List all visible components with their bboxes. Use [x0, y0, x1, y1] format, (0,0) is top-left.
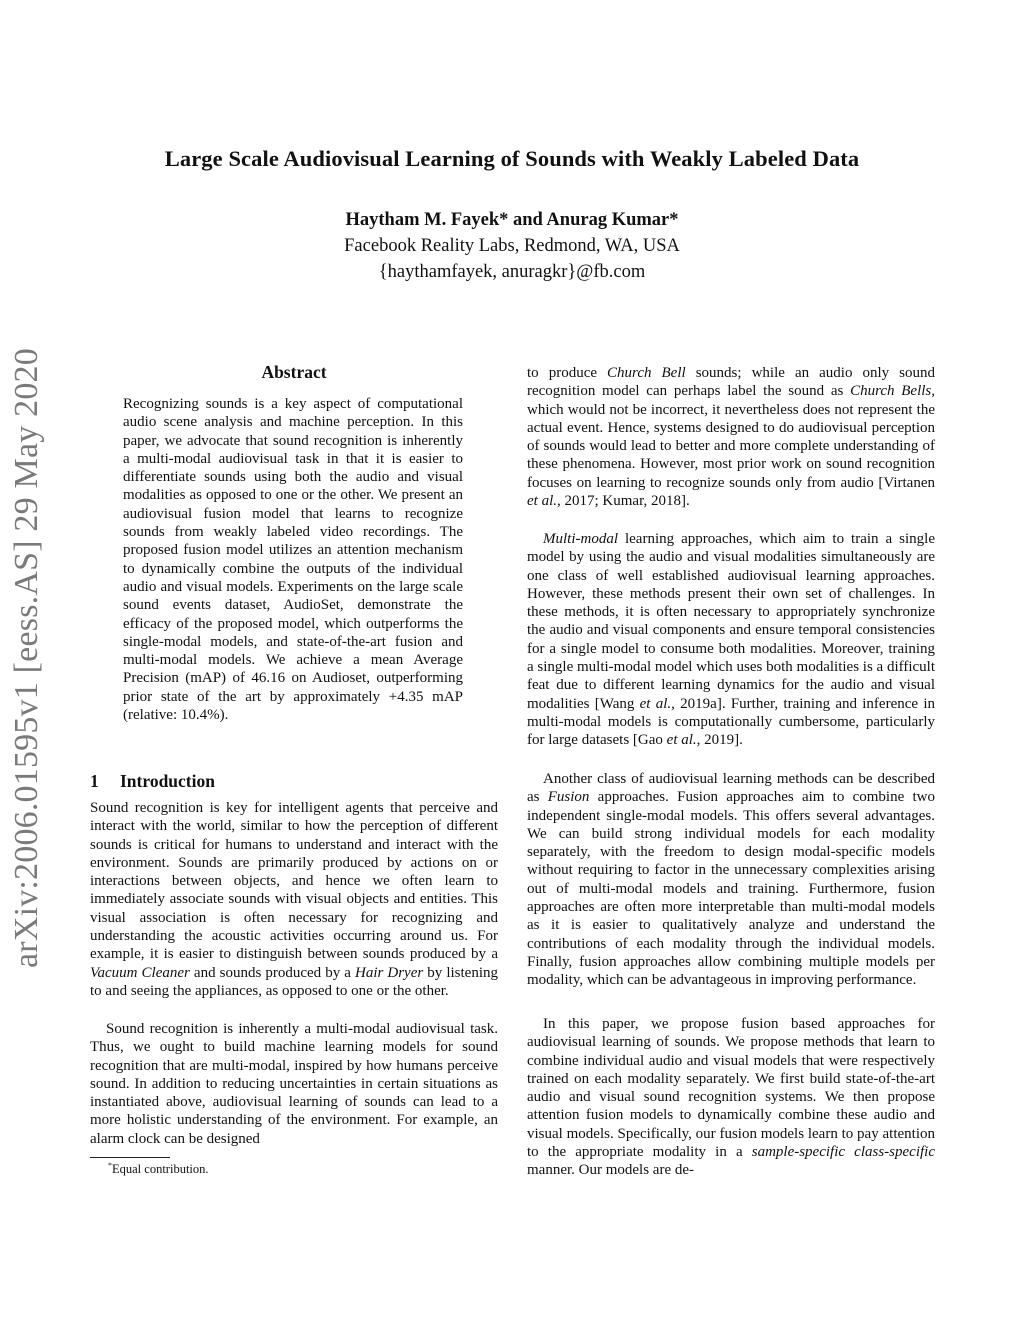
right-paragraph-3: Another class of audiovisual learning methods can be described as Fusion approaches. Fusion approaches aim to combine two independent single-modal models. This offers several advantages. We can build strong individual models for each modality separately, with the freedom to design modal-specific models without requiring to factor in the unnecessary complexities arising out of multi-modal models and training. Furthermore, fusion approaches are often more interpretable than multi-modal models as it is easier to qualitatively analyze and understand the contributions of each modality through the individual models. Finally, fusion approaches allow combining multiple models per modality, which can be advantageous in improving performance. — [527, 771, 935, 989]
author-list: Haytham M. Fayek* and Anurag Kumar* — [345, 210, 679, 230]
footnote-rule — [90, 1157, 170, 1158]
right-paragraph-4: In this paper, we propose fusion based approaches for audiovisual learning of sounds. We propose methods that learn to combine individual audio and visual models that were respectively trained on each modality separately. We first build state-of-the-art audio and visual sound recognition systems. We then propose attention fusion models to dynamically combine these audio and visual models. Specifically, our fusion models learn to pay attention to the appropriate modality in a sample-specific class-specific manner. Our models are de- — [527, 1016, 935, 1179]
abstract-text: Recognizing sounds is a key aspect of computational audio scene analysis and machine perception. In this paper, we advocate that sound recognition is inherently a multi-modal audiovisual task in that it is easier to differentiate sounds using both the audio and visual modalities as opposed to one or the other. We present an audiovisual fusion model that learns to recognize sounds from weakly labeled video recordings. The proposed fusion model utilizes an attention mechanism to dynamically combine the outputs of the individual audio and visual models. Experiments on the large scale sound events dataset, AudioSet, demonstrate the efficacy of the proposed model, which outperforms the single-modal models, and state-of-the-art fusion and multi-modal models. We achieve a mean Average Precision (mAP) of 46.16 on Audioset, outperforming prior state of the art by approximately +4.35 mAP (relative: 10.4%). — [123, 396, 463, 724]
paper-title: Large Scale Audiovisual Learning of Sounds with Weakly Labeled Data — [164, 146, 860, 171]
affiliation: Facebook Reality Labs, Redmond, WA, USA — [344, 236, 680, 256]
footnote: *Equal contribution. — [108, 1161, 209, 1177]
right-paragraph-2: Multi-modal learning approaches, which aim to train a single model by using the audio and visual modalities simultaneously are one class of well established audiovisual learning approaches. However, these methods present their own set of challenges. In these methods, it is often necessary to appropriately synchronize the audio and visual components and ensure temporal consistencies for a single model to consume both modalities. Moreover, training a single multi-modal model which uses both modalities is a difficult feat due to different learning dynamics for the audio and visual modalities [Wang et al., 2019a]. Further, training and inference in multi-modal models is computationally cumbersome, particularly for large datasets [Gao et al., 2019]. — [527, 531, 935, 749]
intro-paragraph-1: Sound recognition is key for intelligent agents that perceive and interact with the world, similar to how the perception of different sounds is critical for humans to understand and interact with the environment. Sounds are primarily produced by actions on or interactions between objects, and hence we often learn to immediately associate sounds with visual objects and entities. This visual association is often necessary for recognizing and understanding the acoustic activities occurring around us. For example, it is easier to distinguish between sounds produced by a Vacuum Cleaner and sounds produced by a Hair Dryer by listening to and seeing the appliances, as opposed to one or the other. — [90, 800, 498, 999]
section-title: Introduction — [120, 771, 215, 791]
section-number: 1 — [90, 771, 99, 791]
right-paragraph-1: to produce Church Bell sounds; while an audio only sound recognition model can perhaps label the sound as Church Bells, which would not be incorrect, it nevertheless does not represent the actual event. Hence, systems designed to do audiovisual perception of sounds would lead to better and more complete understanding of these phenomena. However, most prior work on sound recognition focuses on learning to recognize sounds only from audio [Virtanen et al., 2017; Kumar, 2018]. — [527, 365, 936, 510]
section-heading — [90, 771, 215, 792]
author-email: {haythamfayek, anuragkr}@fb.com — [378, 262, 646, 282]
abstract-heading: Abstract — [261, 362, 327, 382]
intro-paragraph-2: Sound recognition is inherently a multi-modal audiovisual task. Thus, we ought to build machine learning models for sound recognition that are multi-modal, inspired by how humans perceive sound. In addition to reducing uncertainties in certain situations as instantiated above, audiovisual learning of sounds can lead to a more holistic understanding of the environment. For example, an alarm clock can be designed — [90, 1021, 498, 1147]
arxiv-identifier: arXiv:2006.01595v1 [eess.AS] 29 May 2020 — [8, 348, 45, 968]
